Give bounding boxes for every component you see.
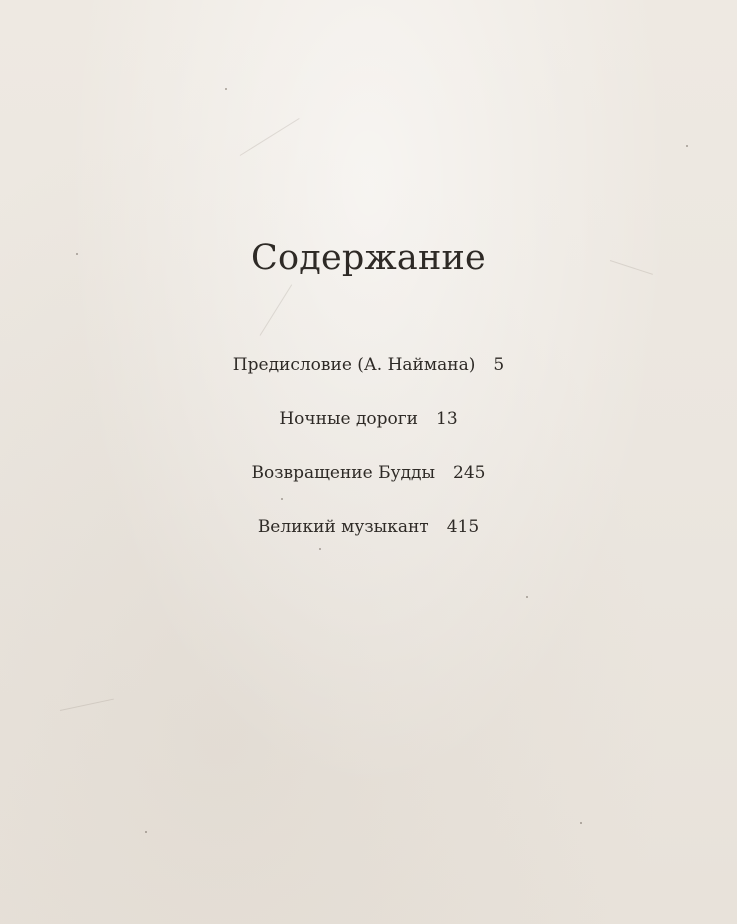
paper-speck (686, 145, 688, 147)
toc-entry (0, 446, 737, 500)
toc-entry-page: 415 (446, 517, 480, 537)
toc-entry-title: Великий музыкант (257, 517, 429, 537)
toc-entry-page: 245 (453, 463, 486, 483)
toc-entry-title: Предисловие (А. Наймана) (232, 355, 476, 375)
page-title: Содержание (251, 238, 486, 279)
paper-speck (526, 596, 528, 598)
toc-entry-title: Ночные дороги (279, 409, 419, 429)
toc-entry-page: 5 (493, 355, 505, 375)
toc-entry-title: Возвращение Будды (251, 463, 436, 483)
paper-speck (580, 822, 582, 824)
toc-entry (0, 338, 737, 392)
paper-speck (225, 88, 227, 90)
toc-entry (0, 392, 737, 446)
paper-fiber (260, 284, 293, 335)
toc-entry-page: 13 (436, 409, 458, 429)
paper-fiber (60, 699, 114, 711)
table-of-contents (0, 338, 737, 554)
paper-fiber (240, 118, 300, 156)
paper-speck (145, 831, 147, 833)
toc-entry (0, 500, 737, 554)
